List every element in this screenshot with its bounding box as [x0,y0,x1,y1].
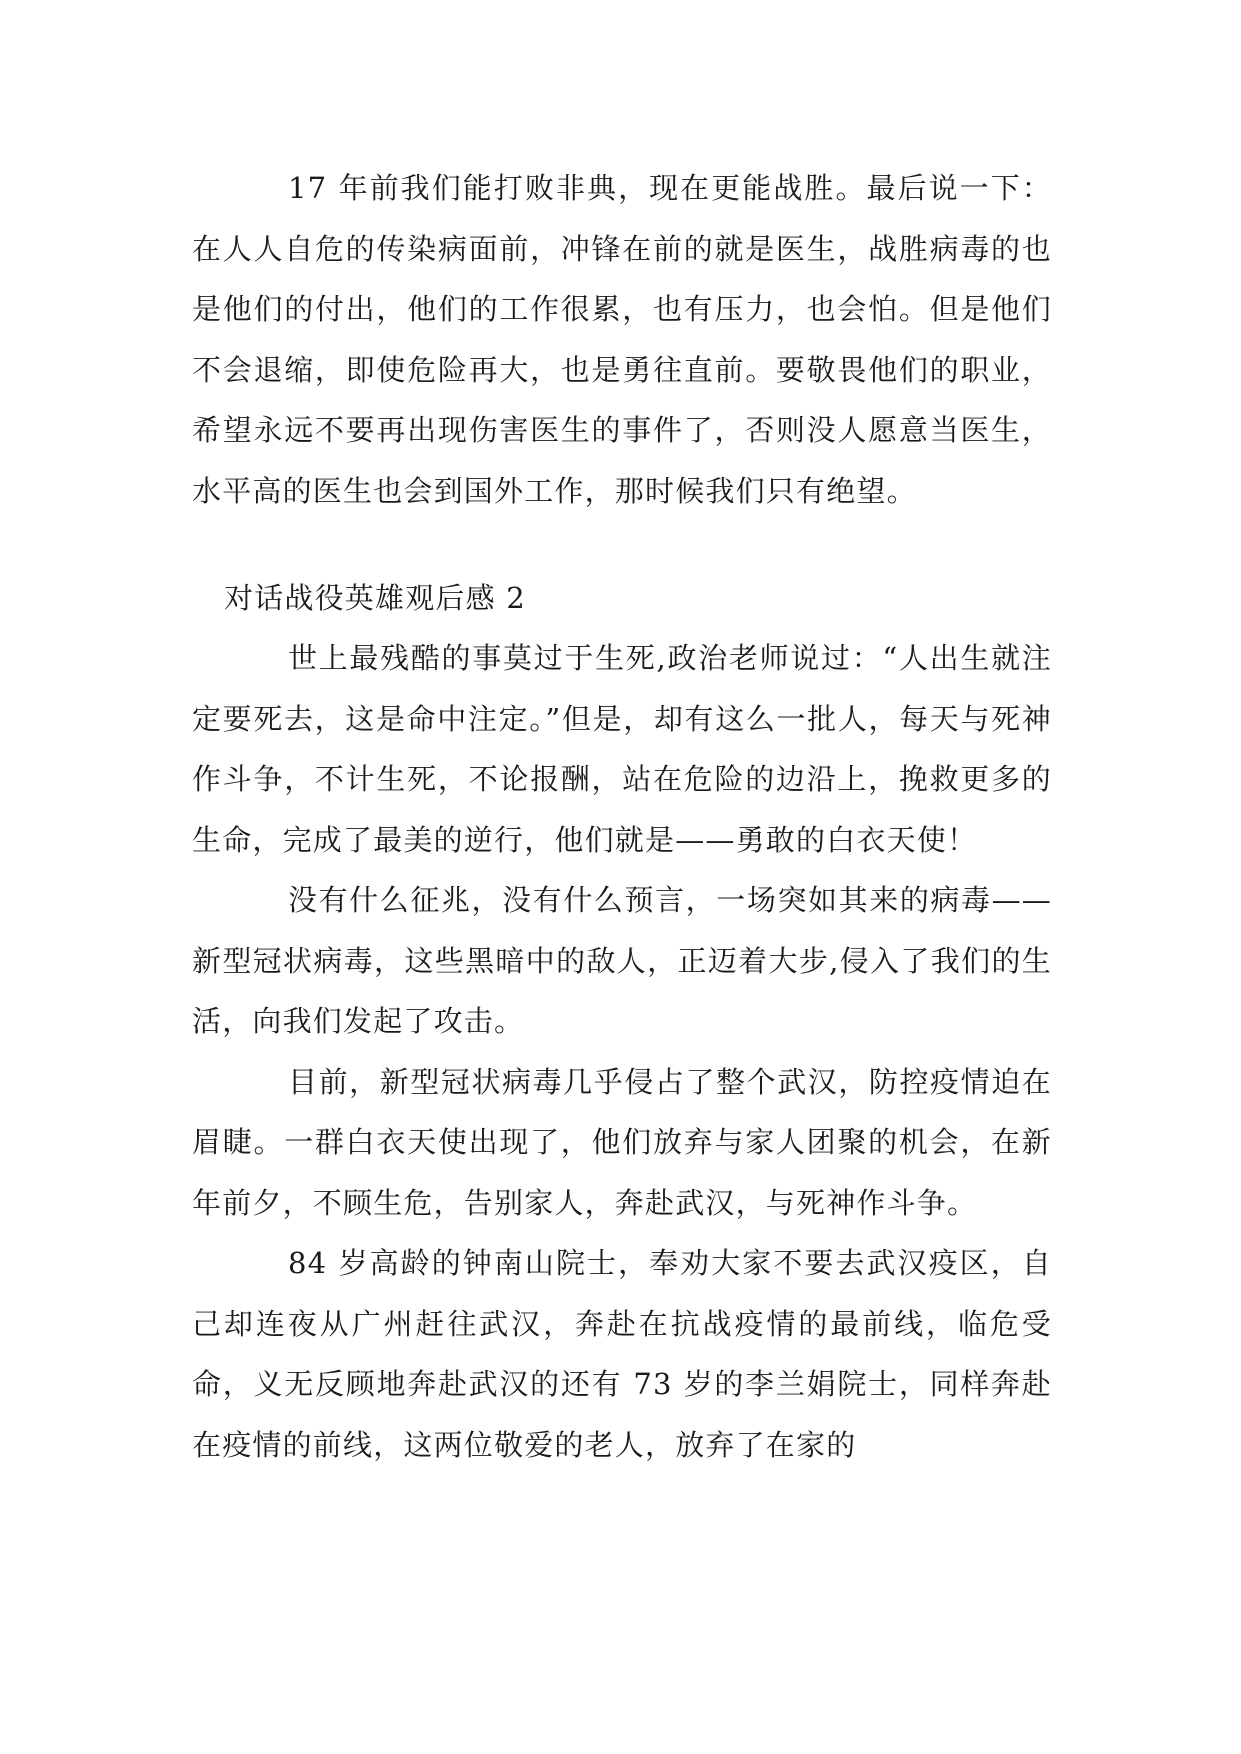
section-heading: 对话战役英雄观后感 2 [224,581,526,615]
paragraph: 17 年前我们能打败非典，现在更能战胜。最后说一下：在人人自危的传染病面前，冲锋在前的就是医生，战胜病毒的也是他们的付出，他们的工作很累，也有压力，也会怕。但是他们不会退缩，即使危险再大，也是勇往直前。要敬畏他们的职业，希望永远不要再出现伤害医生的事件了，否则没人愿意当医生，水平高的医生也会到国外工作，那时候我们只有绝望。 [192,171,1052,508]
paragraph: 84 岁高龄的钟南山院士，奉劝大家不要去武汉疫区，自己却连夜从广州赶往武汉，奔赴在抗战疫情的最前线，临危受命，义无反顾地奔赴武汉的还有 73 岁的李兰娟院士，同样奔赴在疫情的前线，这两位敬爱的老人，放弃了在家的 [192,1246,1052,1462]
text-block-2 [192,628,1052,1475]
paragraph: 目前，新型冠状病毒几乎侵占了整个武汉，防控疫情迫在眉睫。一群白衣天使出现了，他们放弃与家人团聚的机会，在新年前夕，不顾生危，告别家人，奔赴武汉，与死神作斗争。 [192,1064,1052,1220]
paragraph: 没有什么征兆，没有什么预言，一场突如其来的病毒——新型冠状病毒，这些黑暗中的敌人，正迈着大步,侵入了我们的生活，向我们发起了攻击。 [192,883,1052,1038]
paragraph: 世上最残酷的事莫过于生死,政治老师说过：“人出生就注定要死去，这是命中注定。”但是，却有这么一批人，每天与死神作斗争，不计生死，不论报酬，站在危险的边沿上，挽救更多的生命，完成了最美的逆行，他们就是——勇敢的白衣天使！ [192,641,1052,857]
text-block-1 [192,158,1052,521]
